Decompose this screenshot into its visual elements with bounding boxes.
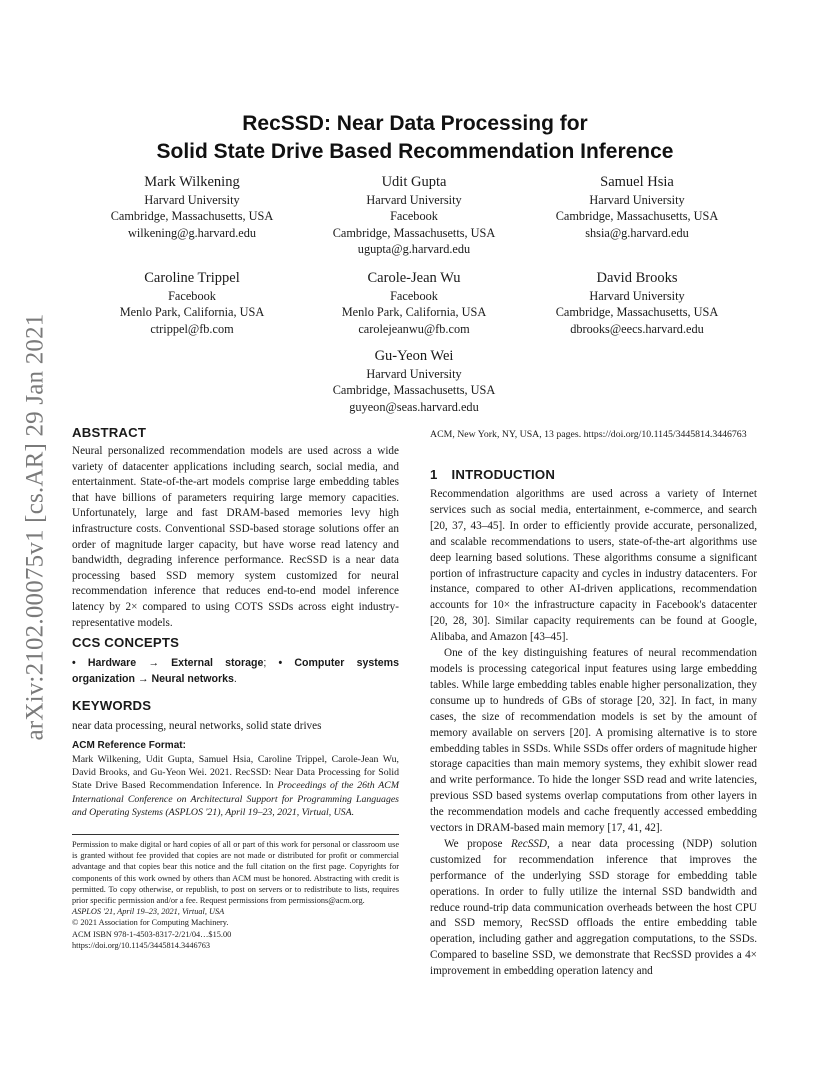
acm-reference-text xyxy=(72,753,399,819)
title-line-2: Solid State Drive Based Recommendation Inference xyxy=(156,140,674,163)
author-location: Menlo Park, California, USA xyxy=(341,305,487,320)
abstract-section xyxy=(72,424,399,631)
intro-paragraph-3 xyxy=(430,837,757,980)
keywords-text: near data processing, neural networks, solid state drives xyxy=(72,720,322,732)
author-email: shsia@g.harvard.edu xyxy=(585,225,689,240)
footnote-rule xyxy=(72,834,399,835)
author-location: Menlo Park, California, USA xyxy=(119,305,265,320)
introduction-heading xyxy=(430,466,757,483)
author-name: Samuel Hsia xyxy=(600,174,674,190)
author-name: Gu-Yeon Wei xyxy=(374,348,454,364)
author-affiliation: Facebook xyxy=(390,289,438,303)
author-affiliation: Harvard University xyxy=(366,193,462,207)
arxiv-identifier xyxy=(10,292,60,762)
author-block xyxy=(299,346,529,415)
author-block xyxy=(299,268,529,337)
abstract-text: Neural personalized recommendation models are used across a wide variety of datacenter applications including search, social media, and entertainment. State-of-the-art models comprise large embedding tables that have billions of parameters requiring large memory capacities. Unfortunately, large and fast DRAM-based memories levy high infrastructure costs. Conventional SSD-based storage solutions offer an order of magnitude larger capacity, but have worse read latency and bandwidth, degrading inference performance. RecSSD is a near data processing based SSD memory system customized for neural recommendation inference that reduces end-to-end model inference latency by 2× compared to using COTS SSDs across eight industry-representative models. xyxy=(72,445,399,629)
permission-notice xyxy=(72,839,399,951)
author-affiliation: Harvard University xyxy=(589,193,685,207)
arxiv-identifier-text: arXiv:2102.00075v1 [cs.AR] 29 Jan 2021 xyxy=(21,313,48,741)
ccs-concept: • Hardware → External storage xyxy=(72,657,264,669)
author-affiliation: Facebook xyxy=(390,209,438,224)
section-number: 1 xyxy=(430,467,438,482)
introduction-section xyxy=(430,466,757,980)
acm-reference-heading: ACM Reference Format: xyxy=(72,740,186,751)
acm-reference-authors: Mark Wilkening, Udit Gupta, Samuel Hsia, Caroline Trippel, Carole-Jean Wu, David Brooks, and Gu-Yeon Wei. 2021. RecSSD: Near Data Processing for Solid State Drive Based Recommendation Inference. In xyxy=(72,754,399,792)
author-location: Cambridge, Massachusetts, USA xyxy=(555,305,719,320)
recssd-emphasis: RecSSD xyxy=(510,837,547,850)
author-email: wilkening@g.harvard.edu xyxy=(127,225,257,240)
intro-paragraph-2: One of the key distinguishing features of neural recommendation models is processing categorical input features using large embedding tables. While large embedding tables enable higher personalization, they consume up to hundreds of GBs of storage [20, 32]. In fact, in many cases, the size of recommendation models is set by the amount of memory available on servers [20]. A promising alternative is to store embedding tables in SSDs. While SSDs offer orders of magnitude higher storage capacities than main memory systems, they exhibit slower read and write performance. To hide the longer SSD read and write latencies, previous SSD based systems overlap computations from other layers in the recommendation models and cache frequently accessed embedding vectors in DRAM-based main memory [17, 41, 42]. xyxy=(430,647,757,835)
abstract-heading: ABSTRACT xyxy=(72,425,147,440)
keywords-section xyxy=(72,697,399,735)
author-location: Cambridge, Massachusetts, USA xyxy=(332,225,496,240)
author-block xyxy=(77,172,307,241)
acm-reference-continuation-text: ACM, New York, NY, USA, 13 pages. https://doi.org/10.1145/3445814.3446763 xyxy=(430,429,747,440)
author-name: Mark Wilkening xyxy=(144,174,240,190)
section-title: INTRODUCTION xyxy=(451,467,556,482)
keywords-heading: KEYWORDS xyxy=(72,698,152,713)
author-name: Caroline Trippel xyxy=(144,270,240,286)
author-block xyxy=(77,268,307,337)
acm-reference xyxy=(72,740,399,819)
isbn-line: ACM ISBN 978-1-4503-8317-2/21/04…$15.00 xyxy=(72,929,232,939)
intro-p3-rest: , a near data processing (NDP) solution customized for recommendation inference that improves the performance of the underlying SSD storage for embedding table operations. In order to fully utilize the internal SSD bandwidth and reduce round-trip data communication overheads between the host CPU and SSD memory, RecSSD offloads the entire embedding table operation, including gather and aggregation computations, to the SSDs. Compared to baseline SSD, we demonstrate that RecSSD provides a 4× improvement in embedding operation latency and xyxy=(430,837,757,978)
author-block xyxy=(299,172,529,258)
author-name: Carole-Jean Wu xyxy=(367,270,461,286)
acm-reference-proceedings: Proceedings of the 26th ACM International Conference on Architectural Support for Programming Languages and Operating Systems (ASPLOS '21), April 19–23, 2021, Virtual, USA. xyxy=(72,780,399,818)
author-name: David Brooks xyxy=(596,270,678,286)
conference-venue: ASPLOS '21, April 19–23, 2021, Virtual, USA xyxy=(72,907,225,917)
ccs-section xyxy=(72,634,399,687)
ccs-separator: ; xyxy=(263,657,279,669)
author-affiliation: Harvard University xyxy=(366,367,462,381)
title-line-1: RecSSD: Near Data Processing for xyxy=(242,112,588,135)
intro-paragraph-1: Recommendation algorithms are used across a variety of Internet services such as social media, entertainment, e-commerce, and search [20, 37, 43–45]. In order to efficiently provide accurate, personalized, and scalable recommendations to users, state-of-the-art algorithms use deep learning based solutions. These algorithms consume a significant portion of infrastructure capacity and cycles in industry datacenters. For instance, compared to other AI-driven applications, recommendation accounts for 10× the infrastructure capacity in Facebook's datacenter [20, 28, 30]. Similar capacity requirements can be found at Google, Alibaba, and Amazon [43–45]. xyxy=(430,488,757,644)
paper-title xyxy=(80,110,750,166)
intro-p3-start: We propose xyxy=(444,837,511,850)
author-name: Udit Gupta xyxy=(381,174,447,190)
ccs-text xyxy=(72,656,399,687)
ccs-heading: CCS CONCEPTS xyxy=(72,635,180,650)
copyright-line: © 2021 Association for Computing Machinery. xyxy=(72,918,229,928)
author-affiliation: Harvard University xyxy=(144,193,240,207)
author-affiliation: Harvard University xyxy=(589,289,685,303)
author-email: dbrooks@eecs.harvard.edu xyxy=(570,321,704,336)
author-email: carolejeanwu@fb.com xyxy=(358,321,470,336)
doi-link[interactable]: https://doi.org/10.1145/3445814.3446763 xyxy=(72,940,211,950)
acm-reference-continuation xyxy=(430,428,757,441)
author-location: Cambridge, Massachusetts, USA xyxy=(110,209,274,224)
permission-text: Permission to make digital or hard copies of all or part of this work for personal or classroom use is granted without fee provided that copies are not made or distributed for profit or commercial advantage and that copies bear this notice and the full citation on the first page. Copyrights for components of this work owned by others than ACM must be honored. Abstracting with credit is permitted. To copy otherwise, or republish, to post on servers or to redistribute to lists, requires prior specific permission and/or a fee. Request permissions from permissions@acm.org. xyxy=(72,840,399,906)
author-location: Cambridge, Massachusetts, USA xyxy=(332,383,496,398)
author-affiliation: Facebook xyxy=(168,289,216,303)
ccs-end: . xyxy=(233,672,237,685)
author-email: ctrippel@fb.com xyxy=(150,321,234,336)
author-location: Cambridge, Massachusetts, USA xyxy=(555,209,719,224)
author-block xyxy=(522,172,752,241)
author-email: ugupta@g.harvard.edu xyxy=(357,242,471,257)
author-email: guyeon@seas.harvard.edu xyxy=(349,399,479,414)
author-block xyxy=(522,268,752,337)
ccs-concept: • Computer systems organization → Neural networks xyxy=(72,657,399,685)
